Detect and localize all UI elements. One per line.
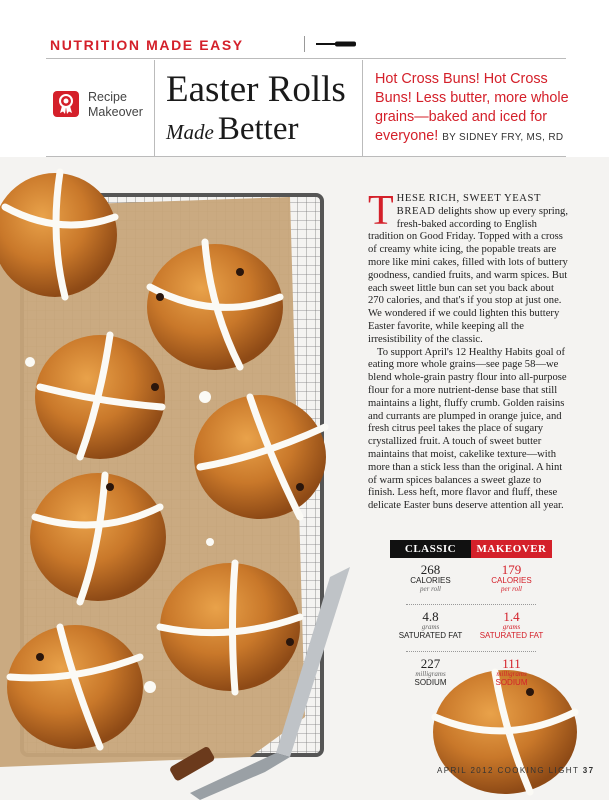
ribbon-icon [53,91,79,117]
article-lead: HESE RICH, SWEET YEAST BREAD [396,193,541,217]
nutrition-comparison-table [390,540,552,698]
table-row [390,652,552,698]
calories-label: CALORIES [410,576,451,585]
drop-cap: T [368,188,394,234]
saturated-fat-label: SATURATED FAT [479,631,544,640]
sodium-label: SODIUM [414,678,447,687]
calories-label: CALORIES [491,576,532,585]
headline-better: Better [217,111,299,147]
headline-made: Made [166,120,214,144]
page-footer [437,766,594,775]
section-header [46,34,566,56]
title-divider-left [154,60,155,156]
grams-label: grams [421,623,440,631]
saturated-fat-label: SATURATED FAT [398,631,463,640]
recipe-badge [46,60,154,156]
makeover-header: MAKEOVER [471,540,552,558]
makeover-cell [471,652,552,698]
classic-cell [390,652,471,698]
footer-issue: APRIL 2012 [437,766,494,775]
bun [160,563,300,692]
milligrams-label: milligrams [496,670,527,678]
bun [30,473,166,602]
makeover-cell [471,605,552,651]
headline-line2 [166,110,356,151]
badge-line2: Makeover [88,105,143,119]
article-body [368,188,568,513]
bun [7,625,143,749]
classic-header: CLASSIC [390,540,471,558]
dek [375,70,570,147]
page-number: 37 [582,766,595,775]
classic-sat-fat: 4.8 [422,609,439,624]
byline: BY SIDNEY FRY, MS, RD [442,132,564,143]
article-paragraph-2: To support April's 12 Healthy Habits goal of eating more whole grains—see page 58—we blend whole-grain pastry flour into all-purpose flour for a more nutrient-dense base that still maintains a light, fluffy crumb. Golden raisins and currants are plumped in orange juice, and fresh citrus peel takes the place of sugary crystallized fruit. A touch of sweet butter maintains that moist, cakelike texture—with more than a stick less than the original. A hint of warm spices balances a sweet glaze to finish. Less heft, more flavor and fluff, these delicate Easter buns deserve attention all year. [368,346,567,512]
header-rule [46,58,566,59]
per-roll-label: per roll [420,585,441,593]
footer-magazine: COOKING LIGHT [497,766,580,775]
headline-line1: Easter Rolls [166,69,346,110]
milligrams-label: milligrams [415,670,446,678]
badge-line1: Recipe [88,90,127,104]
table-row [390,558,552,604]
bun [194,395,326,519]
grams-label: grams [502,623,521,631]
makeover-cell [471,558,552,604]
sodium-label: SODIUM [495,678,528,687]
section-divider [304,36,305,52]
page-title [166,70,356,151]
table-row [390,605,552,651]
makeover-sat-fat: 1.4 [503,609,520,624]
per-roll-label: per roll [501,585,522,593]
knife-icon [316,40,356,48]
title-divider-right [362,60,363,156]
classic-calories: 268 [420,562,441,577]
makeover-sodium: 111 [502,656,521,671]
bun [35,335,165,459]
article-paragraph-1: delights show up every spring, fresh-baked according to English tradition on Good Friday. Topped with a cross of creamy white icing, the popable treats are more like mini cakes, filled with lots of buttery goodness, candied fruits, and warm spices. But each sweet little bun can set you back about 270 calories, and that's if you stop at just one. We wondered if we could lighten this buttery Easter favorite, while keeping all the irresistibility of the classic. [368,205,568,345]
recipe-makeover-label [88,90,143,120]
classic-cell [390,558,471,604]
classic-sodium: 227 [420,656,441,671]
classic-cell [390,605,471,651]
table-header [390,540,552,558]
makeover-calories: 179 [501,562,522,577]
dek-text: Hot Cross Buns! Hot Cross Buns! Less butter, more whole grains—baked and iced for everyone! [375,71,569,144]
section-title: NUTRITION MADE EASY [50,37,244,53]
